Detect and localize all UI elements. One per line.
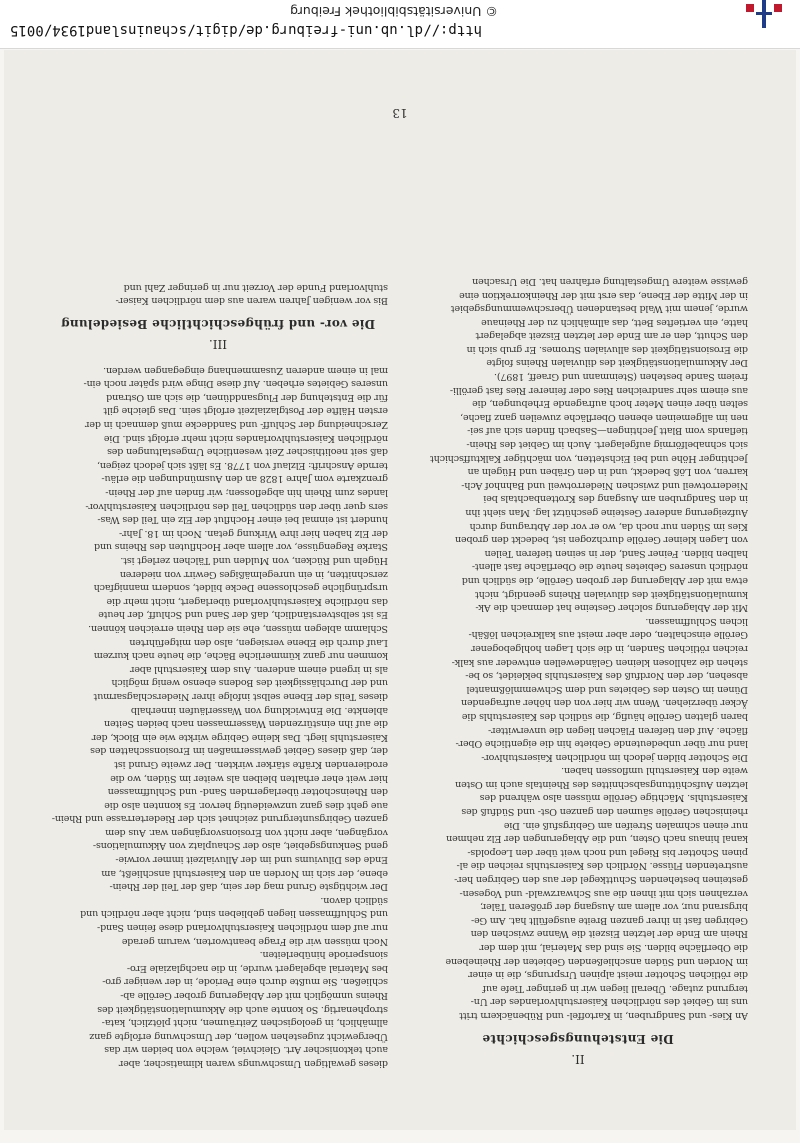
text-line: sers quer über den südlichen Teil des nördlichen Kaiserstuhlvor- xyxy=(85,500,388,512)
right-column-text xyxy=(48,363,388,1070)
text-line: das nördliche Kaiserstuhlvorland überlagert, nicht mehr die xyxy=(106,595,388,607)
text-line: tieflands vom Blatt Jechtingen—Sasbach finden sich auf sei- xyxy=(467,425,748,437)
text-line: Aufzeigerung anderer Gesteine geschützt lag. Man sieht ihn xyxy=(465,507,748,519)
university-logo-icon xyxy=(746,0,782,28)
text-line: den Rheinschotter überlagernden Sand- und Schluffmassen xyxy=(107,786,388,798)
text-line: Der wichtigste Grund mag der sein, daß der Teil der Rhein- xyxy=(109,881,388,893)
text-line: Gebirgen fast in ihrer ganzen Breite ausgefüllt hat. Am Ge- xyxy=(471,914,748,926)
text-line: Starke Regengüsse, vor allem aber Hochfluten des Rheins und xyxy=(94,541,388,553)
text-line: dieses Teils der Ebene selbst infolge ihrer Niederschlagsarmut xyxy=(93,690,388,702)
text-line: der, daß dieses Gebiet gewissermaßen im Erosionsschatten des xyxy=(90,745,388,757)
text-line: Bis vor wenigen Jahren waren aus dem nördlichen Kaiser- xyxy=(115,295,388,307)
text-line: gesteinen bestehenden Schuttkegel der aus den Gebirgen her- xyxy=(454,874,748,886)
text-line: Kaiserstuhls. Mächtige Gerölle müssen also während des xyxy=(479,792,748,804)
text-line: zerschnitten, in ein unregelmäßiges Gewirr von niederen xyxy=(119,568,388,580)
text-line: für die Entstehung der Flugsanddünen, die sich am Ostrand xyxy=(106,391,388,403)
text-line: weite den Kaiserstuhl umflossen haben. xyxy=(561,765,748,777)
text-line: als in irgend einem anderen. Aus dem Kaiserstuhl aber xyxy=(130,663,388,675)
text-line: uns im Gebiet des nördlichen Kaiserstuhlvorlandes der Un- xyxy=(470,996,748,1008)
text-line: ebene, der sich im Norden an den Kaiserstuhl anschließt, am xyxy=(101,867,388,879)
text-line: gend Senkungsgebiet, also der Schauplatz von Akkumulations- xyxy=(93,840,388,852)
text-line: sionsperiode hinüberleiten. xyxy=(259,949,388,961)
text-line: vorgängen, aber nicht von Erosionsvorgängen war. Aus dem xyxy=(105,826,388,838)
text-line: ternde Anschrift: Elzlauf von 1778. Es läßt sich jedoch zeigen, xyxy=(97,459,388,471)
text-line: kommen nur ganz kümmerliche Bäche, die heute nach kurzem xyxy=(93,650,388,662)
text-line: Rhein am Ende der letzten Eiszeit die Wanne zwischen den xyxy=(470,928,748,940)
text-line: daß seit neolithischer Zeit wesentliche Umgestaltungen des xyxy=(107,446,388,458)
section-number: II. xyxy=(571,1052,585,1066)
text-line: gewisse weitere Umgestaltung erfahren hat. Die Ursachen xyxy=(472,275,748,287)
text-line: Gerölle einschalten, oder aber meist aus kalkreichen lößäh- xyxy=(468,629,748,641)
text-line: erodierenden Kräfte stärker wirkten. Der zweite Grund ist xyxy=(114,758,388,770)
text-line: hundert ist einmal bei einer Hochflut der Elz ein Teil des Was- xyxy=(97,514,388,526)
section-number: III. xyxy=(208,337,228,352)
left-column xyxy=(408,274,748,1070)
text-line: dieses gewaltigen Umschwungs waren klimatischer, aber xyxy=(118,1058,388,1069)
text-line: letzten Aufschüttungsabschnittes des Rheintals auch im Osten xyxy=(455,778,748,790)
text-line: nen im allgemeinen ebenen Oberfläche zuweilen ganz flache, xyxy=(460,411,748,423)
text-line: birgsrand nur, vor allem am Ausgang der größeren Täler, xyxy=(480,901,748,913)
scanned-page xyxy=(4,50,796,1130)
right-column-text-continued xyxy=(48,280,388,307)
text-line: halben bilden. Feiner Sand, der in seinen tieferen Teilen xyxy=(484,547,748,559)
text-line: An Kies- und Sandgruben, in Kartoffel- und Rübenäckern tritt xyxy=(459,1010,748,1021)
text-line: Kaiserstuhls liegt. Das kleine Gebirge wirkte wie ein Block, der xyxy=(91,731,388,743)
text-line: Zerschneidung der Schluff- und Sanddecke muß demnach in der xyxy=(85,419,388,431)
text-line: Die Schotter bilden jedoch im nördlichen Kaiserstuhlvor- xyxy=(481,751,748,763)
text-line: selten über einen Meter hoch aufragende Erhebungen, die xyxy=(472,398,748,410)
text-line: wurde, jenem mit Wald bestandenen Überschwemmungsgebiet xyxy=(450,303,748,315)
left-column-text xyxy=(408,274,748,1022)
text-line: Der Akkumulationstätigkeit des diluvialen Rheins folgte xyxy=(486,357,748,369)
text-line: lichen Schluffmassen. xyxy=(645,615,748,627)
text-line: fläche. Auf den tieferen Flächen liegen die unverwitter- xyxy=(488,724,748,736)
bottom-margin xyxy=(0,1130,800,1143)
text-line: karren, von Löß bedeckt, und in den Gräben und Hügeln an xyxy=(467,466,748,478)
text-line: den Schutt, den er am Ende der letzten Eiszeit abgelagert xyxy=(475,330,748,342)
text-line: mal in einem anderen Zusammenhang eingegangen werden. xyxy=(103,364,388,376)
text-line: Es ist selbstverständlich, daß der Sand und Schluff, der heute xyxy=(98,609,388,621)
text-line: etwa mit der Ablagerung der groben Gerölle, die südlich und xyxy=(461,575,748,586)
text-line: Äcker überziehen. Wenn wir hier von den höher aufragenden xyxy=(461,697,748,709)
text-line: aus einem sehr sandreichen Ries oder feinerer Ries fast gerölli- xyxy=(450,384,748,396)
text-line: allmählich, in geologischen Zeiträumen, nicht plötzlich, kata- xyxy=(101,1017,388,1029)
text-line: Jechtinger Höhe und bei Eichstetten, von mächtiger Kalktuffschicht xyxy=(430,452,748,464)
text-line: und der Durchlässigkeit des Bodens ebenso wenig möglich xyxy=(111,677,388,689)
text-line: Dünen im Osten des Gebietes und dem Schwemmlößmantel xyxy=(466,683,748,695)
text-line: aue geht dies ganz unzweideutig hervor. Es konnten also die xyxy=(104,799,388,811)
text-line: hier weit eher erhalten bleiben als weiter im Süden, wo die xyxy=(110,772,388,784)
text-line: ersten Hälfte der Postglazialzeit erfolgt sein. Das gleiche gilt xyxy=(103,405,388,417)
right-column xyxy=(48,280,388,1070)
text-line: Noch müssen wir die Frage beantworten, warum gerade xyxy=(121,935,388,947)
text-line: grenzkarte vom Jahre 1828 an den Ausmündungen die erläu- xyxy=(101,473,388,485)
text-line: unseres Gebietes erheben. Auf diese Dinge wird später noch ein- xyxy=(83,378,388,390)
text-line: nördlichen Kaiserstuhlvorlandes nicht mehr erfolgt sind. Die xyxy=(103,432,388,444)
text-line: pinen Schotter bis Riegel und noch weit über den Leopolds- xyxy=(467,846,748,858)
section-title: Die vor- und frühgeschichtliche Besiedelung xyxy=(60,317,376,332)
section-title: Die Entstehungsgeschichte xyxy=(482,1032,674,1046)
text-line: die Erosionstätigkeit des alluvialen Stromes. Er grub sich in xyxy=(466,343,748,355)
text-line: strophenartig. So konnte auch die Akkumulationstätigkeit des xyxy=(97,1003,388,1015)
text-line: stehen die zahllosen kleinen Geländewellen entweder aus kalk- xyxy=(451,656,748,668)
text-line: freiem Sande bestehen (Steinmann und Graeff, 1897). xyxy=(494,371,748,383)
text-line: die rötlichen Schotter meist alpinen Ursprungs, die in einer xyxy=(468,969,748,981)
text-line: im Norden und Süden anschließenden Gebieten der Rheinebene xyxy=(445,955,748,967)
text-line: hatte, ein vertieftes Bett, das allmählich zu der Rheinaue xyxy=(481,316,748,328)
text-line: südlich davon. xyxy=(320,894,388,906)
text-line: die Oberfläche bilden. Sie sind das Material, mit dem der xyxy=(479,942,748,954)
text-line: land nur über unbedeutende Gebiete hin die eigentliche Ober- xyxy=(455,738,748,750)
text-line: baren glatten Gerölle häufig, die südlich des Kaiserstuhls die xyxy=(462,710,748,722)
text-line: ablenkte. Die Entwicklung von Wasserläufen innerhalb xyxy=(131,704,388,716)
text-line: Lauf durch die Ebene versiegen, also den mitgeführten xyxy=(129,636,388,648)
text-line: Ende des Diluviums und im der Alluvialzeit immer vorwie- xyxy=(115,854,388,866)
text-line: Niederrotweil und zwischen Niederrotweil und Bahnhof Ach- xyxy=(461,479,748,491)
text-line: und Schluffmassen liegen geblieben sind, nicht aber nördlich und xyxy=(80,908,388,920)
text-line: landes zum Rhein hin abgeflossen; wir finden auf der Rhein- xyxy=(105,487,388,499)
text-line: absehen, der den Nordfuß des Kaiserstuhls bekleidet, so be- xyxy=(465,670,748,682)
header-banner xyxy=(0,0,800,49)
text-line: tergrund zutage. Überall liegen wir in geringer Tiefe auf xyxy=(482,982,748,994)
text-line: stuhlvorland Funde der Vorzeit nur in geringer Zahl und xyxy=(123,281,388,293)
text-line: nördlich unseres Gebietes heute die Oberfläche fast allent- xyxy=(472,561,748,573)
text-line: sich schnabelförmig aufgelagert. Auch im Gebiet des Rhein- xyxy=(466,439,748,451)
text-line: kumulationstätigkeit des diluvialen Rheins geendigt, nicht xyxy=(475,588,748,600)
text-line: Kies im Süden nur noch da, wo er vor der Abtragung durch xyxy=(469,520,748,532)
text-line: ganzen Gebirgsuntergrund zeichnet sich der Riederterrasse und Rhein- xyxy=(51,813,388,825)
copyright-notice: © Universitätsbibliothek Freiburg xyxy=(290,4,498,19)
text-line: austretenden Flüsse. Nördlich des Kaiserstuhls reichen die al- xyxy=(456,860,748,872)
text-line: verzahnen sich mit ihnen die aus Schwarzwald- und Vogesen- xyxy=(459,887,748,899)
text-line: nur auf dem nördlichen Kaiserstuhlvorland diese feinen Sand- xyxy=(97,922,388,934)
page-number: 13 xyxy=(392,106,408,120)
text-line: Mit der Ablagerung solcher Gesteine hat demnach die Ak- xyxy=(475,602,748,614)
text-line: die auf ihn einstürzenden Wassermassen nach beiden Seiten xyxy=(104,718,388,730)
document-url[interactable]: http://dl.ub.uni-freiburg.de/digit/schauinsland1934/0015 xyxy=(10,22,483,38)
text-line: in der Mitte der Ebene, das erst mit der Rheinkorrektion eine xyxy=(459,289,748,301)
text-line: von Lagen kleiner Gerölle durchzogen ist, bedeckt den groben xyxy=(455,534,748,546)
text-line: Übergewicht zugestehen wollen, der Umschwung erfolgte ganz xyxy=(89,1030,388,1042)
text-line: Hügeln und Rücken, von Mulden und Tälchen zerlegt ist. xyxy=(120,555,388,567)
text-line: bes Material abgelagert wurde, in die nachglaziale Ero- xyxy=(127,962,388,974)
text-line: nur einen schmalen Streifen am Gebirgsfuß ein. Die xyxy=(503,819,748,831)
text-line: kanal hinaus nach Osten, und die Ablagerungen der Elz nehmen xyxy=(446,833,748,845)
text-line: Rheins unmöglich mit der Ablagerung grober Gerölle ab- xyxy=(120,990,388,1002)
text-line: auch tektonischer Art. Gleichviel, welche von beiden wir das xyxy=(104,1044,388,1056)
text-line: schließen. Sie mußte durch eine Periode, in der weniger gro- xyxy=(102,976,388,988)
text-line: reichen rötlichen Sanden, in die sich Lagen hohlgebogener xyxy=(471,642,748,654)
text-line: ursprüngliche geschlossene Decke bildet, sondern mannigfach xyxy=(93,582,388,594)
text-line: in den Sandgruben am Ausgang des Krottenbachtals bei xyxy=(483,493,748,505)
text-line: der Elz haben hier ihre Wirkung getan. Noch im 18. Jahr- xyxy=(119,527,388,539)
text-line: rheinischen Gerölle säumen den ganzen Ost- und Südfuß des xyxy=(461,806,748,818)
text-line: Schlamm ablegen müssen, ehe sie den Rhein erreichen können. xyxy=(88,623,388,634)
